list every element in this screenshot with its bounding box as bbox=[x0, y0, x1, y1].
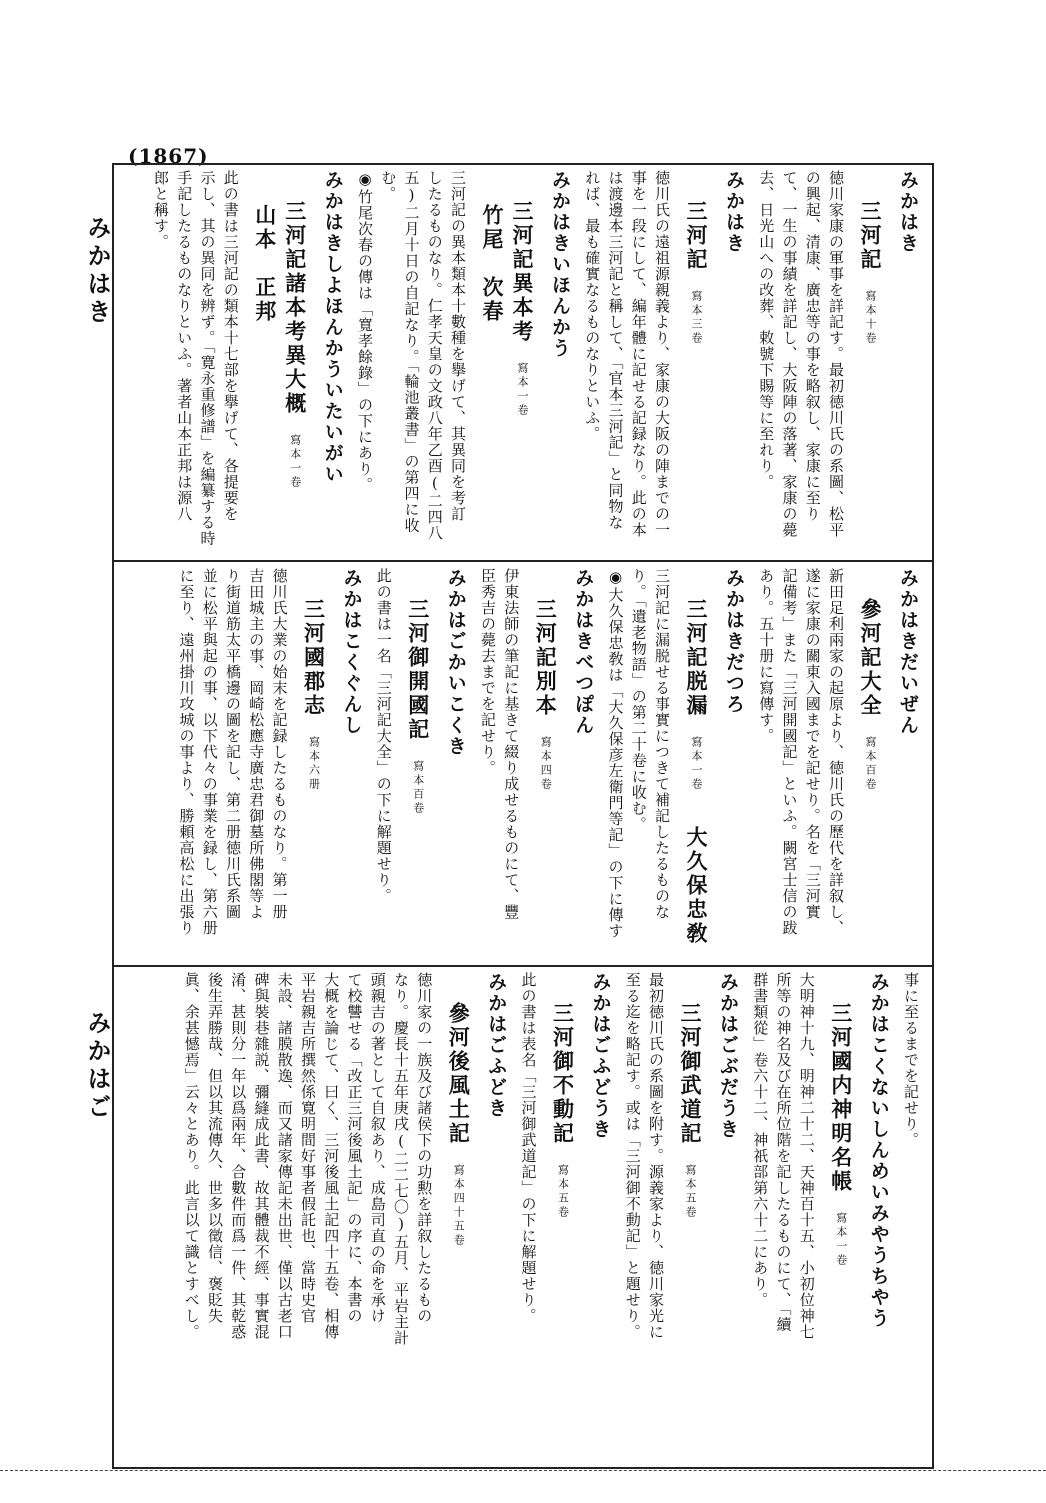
body-text-line: 郎と稱す。 bbox=[152, 170, 170, 250]
body-text-line: 最初徳川氏の系圖を附す。源義家より、徳川家光に bbox=[647, 972, 665, 1340]
entry-title-column bbox=[855, 568, 885, 792]
entry-volume-note: 寫本五卷 bbox=[684, 1164, 697, 1220]
entry-title: 三河記 bbox=[858, 200, 883, 272]
section-divider-1 bbox=[112, 560, 934, 562]
body-text-line: 未設、諸膜散逸、而又諸家傳記未出世、僅以古老口 bbox=[275, 972, 294, 1340]
entry-heading: みかはきいほんかう bbox=[549, 170, 571, 359]
body-text-line: あり。五十册に寫傳す。 bbox=[757, 568, 776, 744]
entry-author: 山本 正邦 bbox=[252, 204, 278, 324]
entry-title-column bbox=[250, 170, 310, 555]
entry-title: 三河御開國記 bbox=[405, 598, 431, 742]
body-text-line: 徳川氏の遠祖源親義より、家康の大阪の陣までの一 bbox=[653, 170, 671, 538]
entry-title: 三河記脱漏 bbox=[684, 598, 709, 718]
entry-volume-note: 寫本一卷 bbox=[288, 434, 302, 490]
body-text-line: 此の書は表名「三河御武道記」の下に解題せり。 bbox=[519, 972, 538, 1324]
entry-title: 參河後風土記 bbox=[446, 1002, 472, 1146]
entry-title-column bbox=[530, 568, 560, 792]
body-text-line: したるものなり。仁孝天皇の文政八年乙酉(二四八 bbox=[425, 170, 444, 541]
entry-title: 三河記 bbox=[684, 200, 709, 272]
body-text-line: 徳川家の一族及び諸侯下の功勲を詳叙したるもの bbox=[415, 972, 434, 1324]
body-text-line: り。「遺老物語」の第二十卷に收む。 bbox=[629, 568, 648, 833]
body-text-line: 手記したるものなりといふ。著者山本正邦は源八 bbox=[175, 170, 194, 522]
body-text-line: 吉田城主の事、岡崎松應寺廣忠君御墓所佛閣等よ bbox=[247, 568, 266, 920]
body-text-line: て、一生の事績を詳記し、大阪陣の落著、家康の薨 bbox=[780, 170, 799, 538]
entry-title-column bbox=[548, 972, 578, 1220]
entry-volume-note: 寫本百卷 bbox=[864, 736, 877, 792]
body-text-line: れば、最も確實なるものなりといふ。 bbox=[583, 170, 602, 442]
body-text-line: 臣秀吉の薨去までを記せり。 bbox=[479, 568, 497, 776]
entry-title: 三河國内神明名帳 bbox=[828, 1002, 854, 1194]
body-text-line: は渡邊本三河記と稱して、「官本三河記」と同物な bbox=[606, 170, 625, 531]
page-number: (1867) bbox=[128, 144, 209, 168]
entry-volume-note: 寫本一卷 bbox=[690, 736, 703, 792]
entry-heading: みかはきだいぜん bbox=[897, 568, 919, 736]
body-text-line: 至る迄を略記す。或は「三河御不動記」と題せり。 bbox=[623, 972, 642, 1340]
entry-title: 三河記異本考 bbox=[510, 200, 535, 344]
entry-title: 三河國郡志 bbox=[301, 598, 327, 718]
body-text-line: り街道筋太平橋邊の圖を記し、第二册徳川氏系圖 bbox=[224, 568, 242, 920]
body-text-line: 記備考」また「三河開國記」といふ。闕宮士信の跋 bbox=[780, 568, 799, 936]
entry-volume-note: 寫本百卷 bbox=[411, 760, 425, 816]
entry-title-column bbox=[299, 568, 329, 792]
body-text-line: ◉竹尾次春の傳は「寬孝餘錄」の下にあり。 bbox=[356, 170, 374, 493]
entry-volume-note: 寫本三卷 bbox=[690, 290, 703, 346]
entry-heading: みかはごかいこくき bbox=[444, 568, 467, 757]
entry-heading: みかはき bbox=[723, 170, 745, 254]
body-text-line: 去、日光山への改葬、敕號下賜等に至れり。 bbox=[757, 170, 776, 490]
entry-heading: みかはこくぐんし bbox=[340, 568, 363, 736]
body-text-line: 群書類從」卷六十二、神祇部第六十二にあり。 bbox=[751, 972, 770, 1308]
body-text-line: 並に松平與起の事、以下代々の事業を録し、第六册 bbox=[200, 568, 219, 936]
entry-title: 參河記大全 bbox=[858, 598, 883, 718]
body-text-line: 三河記に漏脱せる事實につきて補記したるものな bbox=[653, 568, 671, 920]
bottom-dashed-line bbox=[0, 1470, 1046, 1471]
body-text-line: 碑與裝巷雜説、彌縫成此書、故其體裁不經、事實混 bbox=[252, 972, 271, 1340]
entry-volume-note: 寫本一卷 bbox=[516, 362, 529, 418]
body-text-line: の興起、清康、廣忠等の事を略叙し、家康に至り bbox=[803, 170, 822, 522]
section-middle bbox=[114, 568, 932, 958]
entry-heading: みかはきだつろ bbox=[723, 568, 745, 715]
entry-author: 竹尾 次春 bbox=[480, 204, 505, 324]
body-text-line: 眞、余甚憾焉」云々とあり。此言以て識とすべし。 bbox=[182, 972, 201, 1340]
entry-heading: みかはこくないしんめいみやうちやう bbox=[867, 972, 890, 1329]
body-text-line: なり。慶長十五年庚戌(二二七〇)五月、平岩主計 bbox=[392, 972, 410, 1346]
section-top bbox=[114, 170, 932, 555]
entry-title-column bbox=[477, 170, 537, 555]
entry-title-column bbox=[681, 170, 711, 346]
body-text-line: 頭親吉の著として自叙あり、成島司直の命を承け bbox=[368, 972, 387, 1324]
body-text-line: 示し、其の異同を辨ず。「寛永重修譜」を編纂する時 bbox=[198, 170, 217, 547]
entry-volume-note: 寫本四十五卷 bbox=[452, 1164, 466, 1248]
entry-heading: みかはごふどうき bbox=[589, 972, 612, 1140]
section-bottom bbox=[114, 972, 932, 1462]
section-divider-2 bbox=[112, 965, 934, 967]
entry-title-column bbox=[403, 568, 433, 816]
entry-volume-note: 寫本六册 bbox=[307, 736, 321, 792]
entry-title-column bbox=[675, 972, 705, 1220]
side-label-mikahaki: みかはき bbox=[83, 215, 111, 327]
body-text-line: 事を一段にして、編年體に記せる記録なり。此の本 bbox=[629, 170, 648, 538]
body-text-line: ◉大久保忠敎は「大久保彦左衛門等記」の下に傳す bbox=[606, 568, 625, 939]
body-text-line: 大明神十九、明神二十二、天神百十五、小初位神七 bbox=[797, 972, 816, 1340]
body-text-line: 徳川家康の軍事を詳記す。最初徳川氏の系圖、松平 bbox=[827, 170, 845, 538]
entry-heading: みかはごぶだうき bbox=[717, 972, 739, 1140]
entry-title: 三河御武道記 bbox=[678, 1002, 703, 1146]
entry-heading: みかはきべつぽん bbox=[572, 568, 595, 736]
body-text-line: 事に至るまでを記せり。 bbox=[902, 972, 920, 1148]
body-text-line: 平岩親吉所撰然係寛明間好事者假託也、當時史官 bbox=[299, 972, 317, 1324]
entry-volume-note: 寫本五卷 bbox=[556, 1164, 570, 1220]
entry-title: 三河記別本 bbox=[533, 598, 559, 718]
body-text-line: 伊東法師の筆記に基きて綴り成せるものにて、豐 bbox=[502, 568, 521, 920]
body-text-line: 三河記の異本類本十數種を擧げて、其異同を考訂 bbox=[449, 170, 467, 522]
entry-title-column bbox=[443, 972, 473, 1248]
body-text-line: 徳川氏大業の始末を記録したるものなり。第一册 bbox=[270, 568, 289, 920]
entry-heading: みかはきしよほんかういたいがい bbox=[321, 170, 344, 485]
entry-volume-note: 寫本一卷 bbox=[834, 1212, 848, 1268]
body-text-line: て校讐せる「改正三河後風土記」の序に、本書の bbox=[345, 972, 364, 1324]
entry-title-column bbox=[826, 972, 856, 1268]
body-text-line: 所等の神名及び在所位階を記したるものにて、「續 bbox=[774, 972, 793, 1333]
body-text-line: 後生弄勝哉、但以其流傳久、世多以徵信、褒貶失 bbox=[206, 972, 224, 1324]
body-text-line: 此の書は三河記の類本十七部を擧げて、各提要を bbox=[221, 170, 240, 522]
entry-title-column bbox=[855, 170, 885, 346]
entry-heading: みかはごふどき bbox=[485, 972, 508, 1119]
entry-title-column bbox=[681, 568, 711, 946]
entry-volume-note: 寫本十卷 bbox=[864, 290, 877, 346]
body-text-line: む。 bbox=[379, 170, 398, 202]
body-text-line: 新田足利兩家の起原より、徳川氏の歷代を詳叙し、 bbox=[827, 568, 845, 936]
body-text-line: 大概を論じて、曰く、三河後風土記四十五卷、相傳 bbox=[322, 972, 341, 1340]
entry-volume-note: 寫本四卷 bbox=[539, 736, 553, 792]
entry-heading: みかはき bbox=[897, 170, 919, 254]
side-label-mikahago: みかはご bbox=[83, 1010, 111, 1122]
body-text-line: 此の書は一名「三河記大全」の下に解題せり。 bbox=[374, 568, 393, 904]
entry-author: 大久保忠敎 bbox=[684, 826, 709, 946]
body-text-line: 五)二月十日の自記なり。「輪池叢書」の第四に收 bbox=[402, 170, 421, 534]
body-text-line: に至り、遠州掛川攻城の事より、勝頼高松に出張り bbox=[177, 568, 196, 936]
entry-title: 三河御不動記 bbox=[550, 1002, 576, 1146]
body-text-line: 遂に家康の關東入國までを記せり。名を「三河實 bbox=[803, 568, 822, 920]
body-text-line: 淆、甚則分一年以爲兩年、合數件而爲一件、其乾惑 bbox=[229, 972, 248, 1340]
entry-title: 三河記諸本考異大概 bbox=[282, 200, 308, 416]
